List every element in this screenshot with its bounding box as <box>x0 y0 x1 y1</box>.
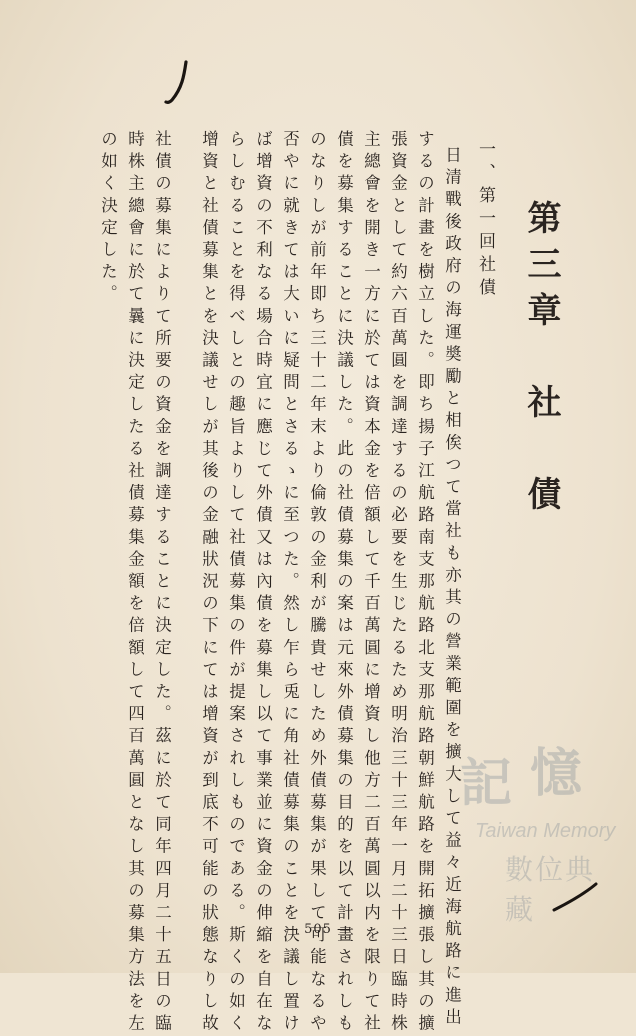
watermark-char: 憶 <box>530 743 583 804</box>
body-column: のなりしが前年即ち三十二年末より倫敦の金利が騰貴せしため外債募集が果して可能なるや <box>307 130 327 1036</box>
watermark-char: 記 <box>460 753 513 814</box>
chapter-title: 第三章 社 債 <box>521 200 561 522</box>
body-column: 社債の募集によりて所要の資金を調達することに決定した。茲に於て同年四月二十五日の臨 <box>152 130 172 1036</box>
body-column: するの計畫を樹立した。即ち揚子江航路南支那航路北支那航路朝鮮航路を開拓擴張し其の擴 <box>415 130 435 1036</box>
body-column: 時株主總會に於て曩に決定したる社債募集金額を倍額して四百萬圓となし其の募集方法を左 <box>125 130 145 1036</box>
watermark-english: Taiwan Memory <box>475 820 616 842</box>
body-column: 日清戰後政府の海運奬勵と相俟つて當社も亦其の營業範圍を擴大して益々近海航路に進出 <box>442 146 462 1030</box>
body-column: 否やに就きては大いに疑問とさるゝに至つた。然し乍ら兎に角社債募集のことを決議し置け <box>280 130 300 1036</box>
page-number: — 505 — <box>284 922 352 937</box>
body-column: 主總會を開き一方に於ては資本金を倍額して千百萬圓に增資し他方二百萬圓以内を限りて社 <box>361 130 381 1036</box>
watermark-logo <box>340 743 620 926</box>
body-column: らしむることを得べしとの趣旨よりして社債募集の件が提案されしものである。斯くの如く <box>226 130 246 1036</box>
section-title: 一、第一回社債 <box>475 140 495 301</box>
body-column: 張資金として約六百萬圓を調達するの必要を生じたるため明治三十三年一月二十三日臨時株 <box>388 130 408 1036</box>
body-column: 增資と社債募集とを決議せしが其後の金融狀況の下にては增資が到底不可能の狀態なりし故 <box>199 130 219 1036</box>
body-column: ば增資の不利なる場合時宜に應じて外債又は內債を募集し以て事業並に資金の伸縮を自在な <box>253 130 273 1036</box>
ink-mark-top-left <box>160 58 196 108</box>
body-column: の如く決定した。 <box>98 130 118 307</box>
body-column: 債を募集することに決議した。此の社債募集の案は元來外債募集の目的を以て計畫されしも <box>334 130 354 1036</box>
watermark-subtitle: 數位典藏 <box>505 853 596 926</box>
